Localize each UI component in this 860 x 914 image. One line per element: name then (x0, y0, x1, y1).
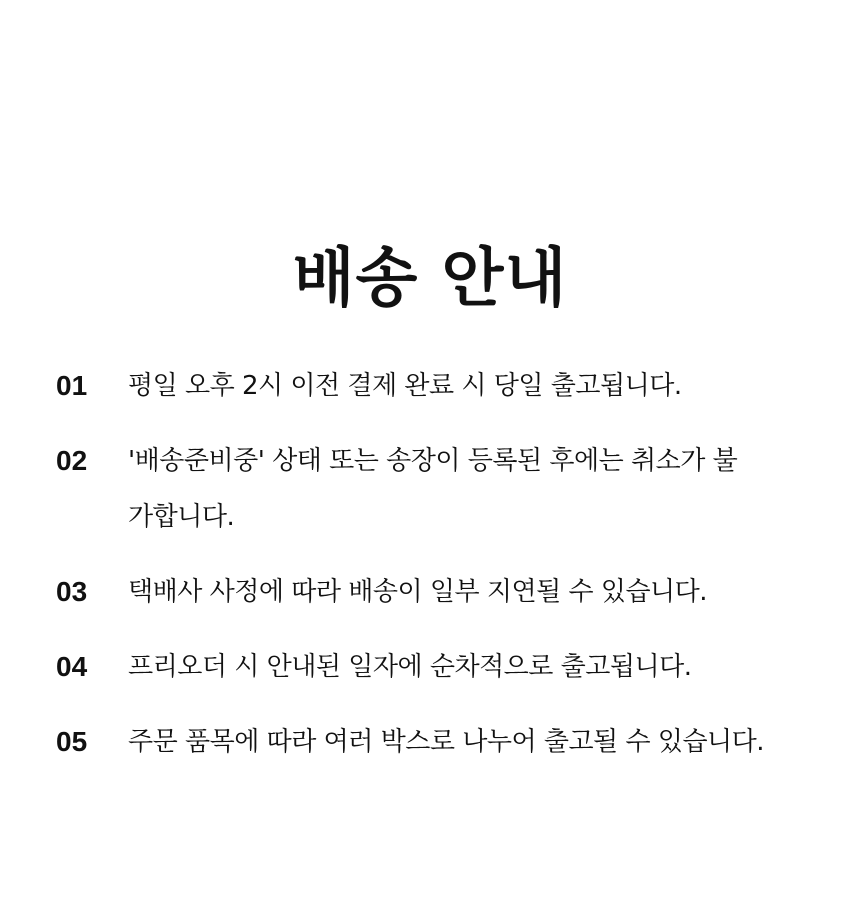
item-text: 주문 품목에 따라 여러 박스로 나누어 출고될 수 있습니다. (128, 727, 765, 757)
list-item (56, 358, 826, 414)
item-number: 01 (56, 370, 88, 401)
shipping-info-list (56, 358, 826, 789)
item-text: 프리오더 시 안내된 일자에 순차적으로 출고됩니다. (128, 652, 692, 682)
list-item (56, 564, 826, 620)
item-number: 03 (56, 576, 88, 607)
page-title: 배송 안내 (292, 241, 568, 316)
item-number: 05 (56, 726, 88, 757)
list-item (56, 433, 826, 545)
list-item (56, 714, 826, 770)
item-number: 04 (56, 651, 88, 682)
item-text: '배송준비중' 상태 또는 송장이 등록된 후에는 취소가 불가합니다. (128, 446, 738, 532)
item-text: 평일 오후 2시 이전 결제 완료 시 당일 출고됩니다. (128, 371, 682, 401)
item-number: 02 (56, 445, 88, 476)
item-text: 택배사 사정에 따라 배송이 일부 지연될 수 있습니다. (128, 577, 708, 607)
list-item (56, 639, 826, 695)
